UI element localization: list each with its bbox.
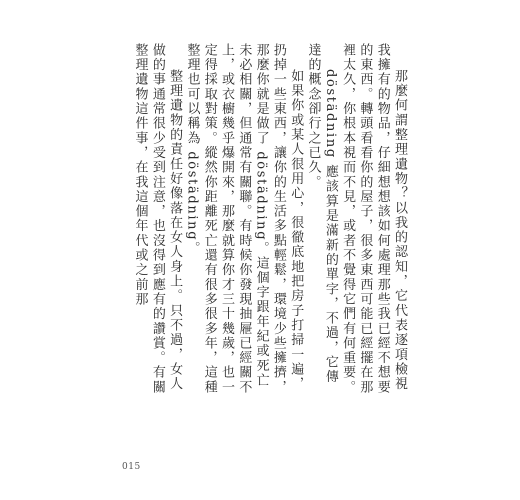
paragraph-3: 如果你或某人很用心，很徹底地把房子打掃一遍，扔掉一些東西，讓你的生活多點輕鬆，環境少些擁擠，那麼你就是做了 döstädning。這個字跟年紀或死亡未必相關，但通常有關聯。有時候你發現抽屜已經關不上，或衣櫥幾乎爆開來，那麼就算你才三十幾歲，也一定得採取對策。縱然你距離死亡還有很多很多年，這種整理也可以稱為 döstädning。 [184, 43, 304, 395]
page-number: 015 [122, 462, 141, 472]
body-text [126, 43, 408, 398]
paragraph-4: 整理遺物的責任好像落在女人身上。只不過，女人做的事通常很少受到注意，也沒得到應有的讚賞。有關整理遺物這件事，在我這個年代或之前那 [132, 43, 183, 395]
paragraph-2: döstädning 應該算是滿新的單字，不過，它傳達的概念卻行之已久。 [305, 43, 338, 385]
paragraph-1: 那麼何謂整理遺物？以我的認知，它代表逐項檢視我擁有的物品，仔細想想該如何處理那些我已經不想要的東西。轉頭看看你的屋子，很多東西可能已經擺在那裡太久，你根本視而不見，或者不覺得它們有何重要。 [340, 43, 407, 395]
